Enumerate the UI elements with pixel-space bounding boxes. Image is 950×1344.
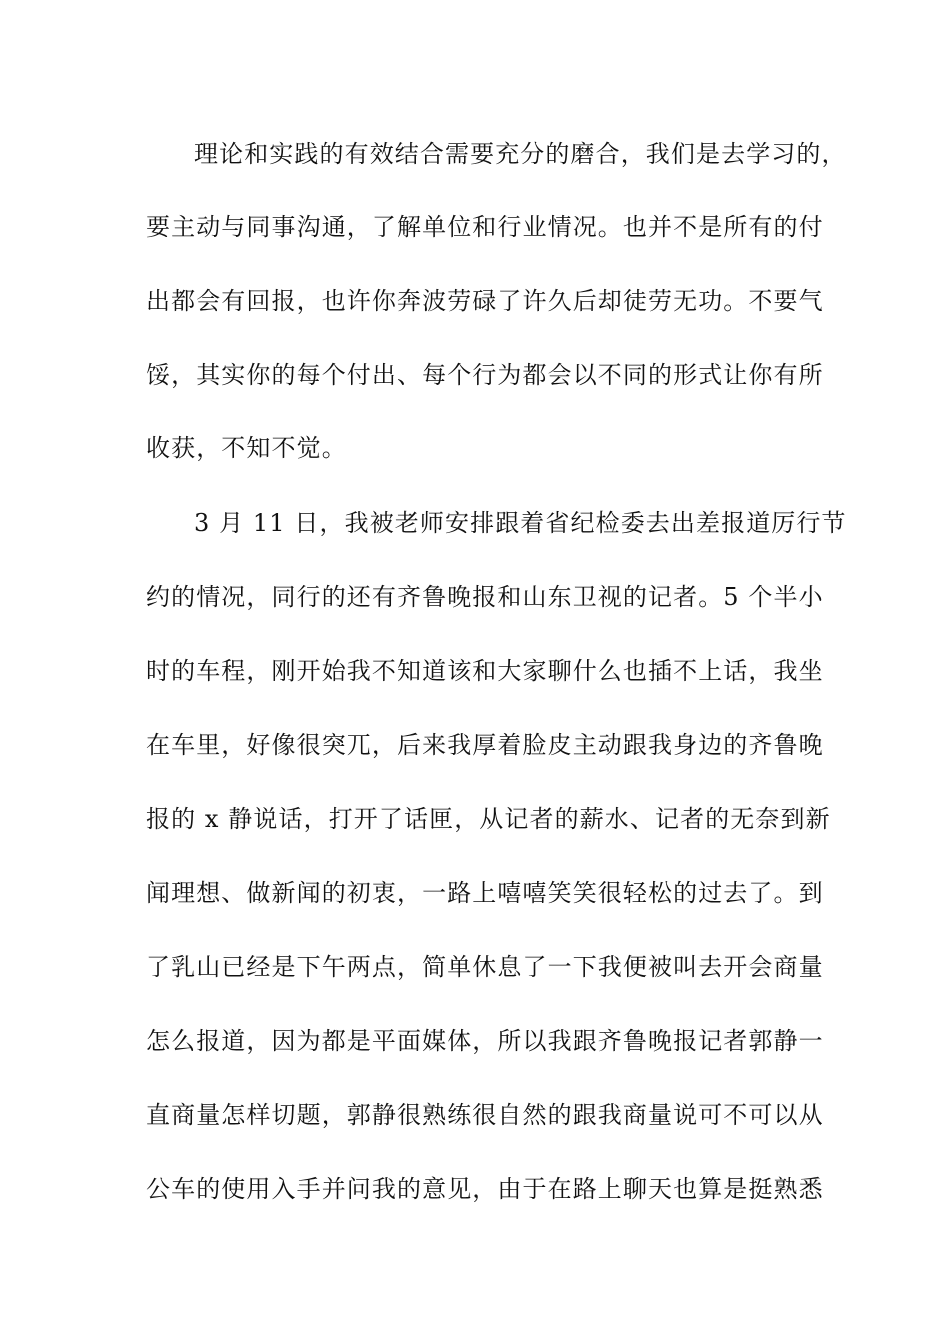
paragraph-2-line-5: 报的 x 静说话，打开了话匣，从记者的薪水、记者的无奈到新 — [146, 805, 831, 833]
paragraph-1-line-1: 理论和实践的有效结合需要充分的磨合，我们是去学习的， — [194, 140, 847, 168]
paragraph-2-line-1: 3 月 11 日，我被老师安排跟着省纪检委去出差报道厉行节 — [194, 509, 847, 537]
paragraph-1-line-3: 出都会有回报，也许你奔波劳碌了许久后却徒劳无功。不要气 — [146, 287, 824, 315]
paragraph-2-line-6: 闻理想、做新闻的初衷，一路上嘻嘻笑笑很轻松的过去了。到 — [146, 879, 824, 907]
paragraph-2-line-9: 直商量怎样切题，郭静很熟练很自然的跟我商量说可不可以从 — [146, 1101, 824, 1129]
paragraph-2-line-2: 约的情况，同行的还有齐鲁晚报和山东卫视的记者。5 个半小 — [146, 583, 824, 611]
paragraph-2-line-8: 怎么报道，因为都是平面媒体，所以我跟齐鲁晚报记者郭静一 — [146, 1027, 824, 1055]
paragraph-2-line-3: 时的车程，刚开始我不知道该和大家聊什么也插不上话，我坐 — [146, 657, 824, 685]
paragraph-1-line-2: 要主动与同事沟通，了解单位和行业情况。也并不是所有的付 — [146, 213, 824, 241]
paragraph-2-line-7: 了乳山已经是下午两点，简单休息了一下我便被叫去开会商量 — [146, 953, 824, 981]
paragraph-2-line-10: 公车的使用入手并问我的意见，由于在路上聊天也算是挺熟悉 — [146, 1175, 824, 1203]
paragraph-2-line-4: 在车里，好像很突兀，后来我厚着脸皮主动跟我身边的齐鲁晚 — [146, 731, 824, 759]
paragraph-1-line-4: 馁，其实你的每个付出、每个行为都会以不同的形式让你有所 — [146, 361, 824, 389]
paragraph-1-line-5: 收获，不知不觉。 — [146, 434, 347, 462]
